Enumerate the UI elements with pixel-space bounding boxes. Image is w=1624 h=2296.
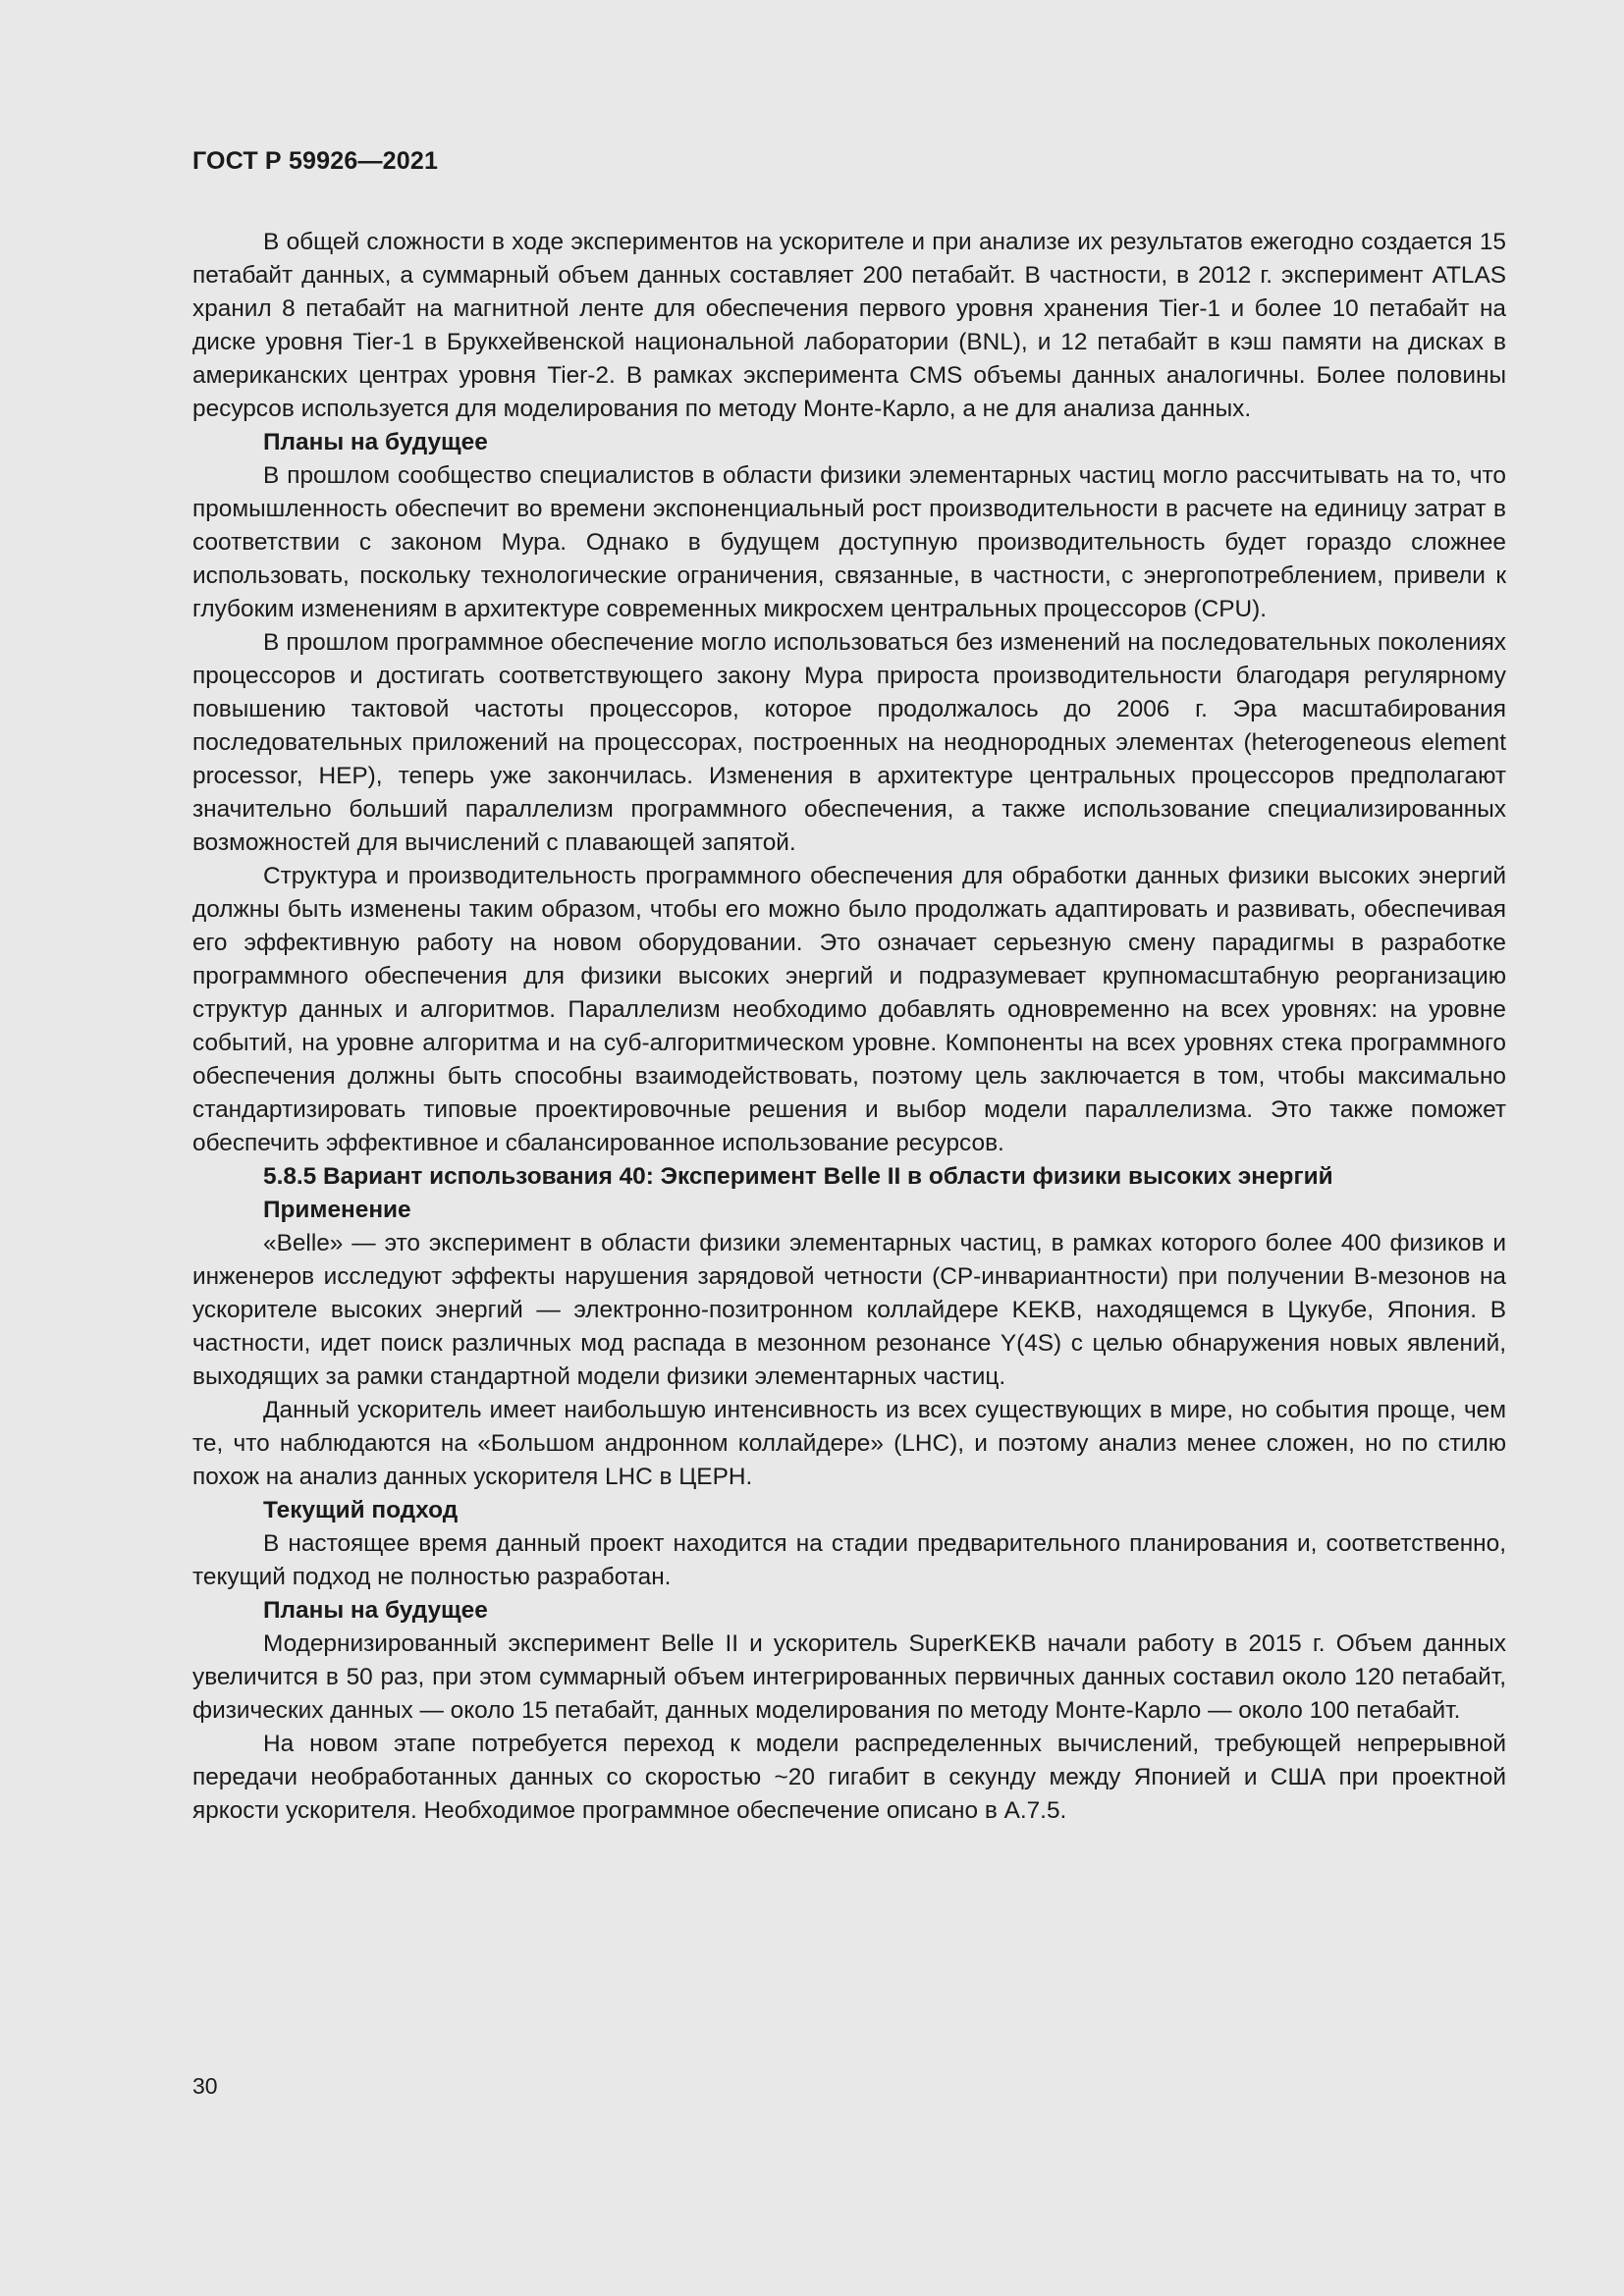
- paragraph: В прошлом программное обеспечение могло использоваться без изменений на последовательных поколениях процессоров и достигать соответствующего закону Мура прироста производительности благодаря регулярному повышению тактовой частоты процессоров, которое продолжалось до 2006 г. Эра масштабирования последовательных приложений на процессорах, построенных на неоднородных элементах (heterogeneous element processor, HEP), теперь уже закончилась. Изменения в архитектуре центральных процессоров предполагают значительно больший параллелизм программного обеспечения, а также использование специализированных возможностей для вычислений с плавающей запятой.: [192, 629, 1506, 856]
- subheading-application: Применение: [263, 1197, 411, 1223]
- subheading-future-plans: Планы на будущее: [263, 429, 488, 455]
- document-header: ГОСТ Р 59926—2021: [192, 147, 439, 175]
- document-body: [192, 226, 1506, 1828]
- paragraph: «Belle» — это эксперимент в области физики элементарных частиц, в рамках которого более 400 физиков и инженеров исследуют эффекты нарушения зарядовой четности (CP-инвариантности) при получении B-мезонов на ускорителе высоких энергий — электронно-позитронном коллайдере KEKB, находящемся в Цукубе, Япония. В частности, идет поиск различных мод распада в мезонном резонансе Y(4S) с целью обнаружения новых явлений, выходящих за рамки стандартной модели физики элементарных частиц.: [192, 1230, 1506, 1390]
- subheading-current-approach: Текущий подход: [263, 1497, 459, 1523]
- paragraph: В общей сложности в ходе экспериментов на ускорителе и при анализе их результатов ежегодно создается 15 петабайт данных, а суммарный объем данных составляет 200 петабайт. В частности, в 2012 г. эксперимент ATLAS хранил 8 петабайт на магнитной ленте для обеспечения первого уровня хранения Tier-1 и более 10 петабайт на диске уровня Tier-1 в Брукхейвенской национальной лаборатории (BNL), и 12 петабайт в кэш памяти на дисках в американских центрах уровня Tier-2. В рамках эксперимента CMS объемы данных аналогичны. Более половины ресурсов используется для моделирования по методу Монте-Карло, а не для анализа данных.: [192, 229, 1506, 422]
- subheading-future-plans: Планы на будущее: [263, 1597, 488, 1624]
- paragraph: На новом этапе потребуется переход к модели распределенных вычислений, требующей непрерывной передачи необработанных данных со скоростью ~20 гигабит в секунду между Японией и США при проектной яркости ускорителя. Необходимое программное обеспечение описано в А.7.5.: [192, 1731, 1506, 1824]
- paragraph: Данный ускоритель имеет наибольшую интенсивность из всех существующих в мире, но события проще, чем те, что наблюдаются на «Большом андронном коллайдере» (LHC), и поэтому анализ менее сложен, но по стилю похож на анализ данных ускорителя LHC в ЦЕРН.: [192, 1397, 1506, 1490]
- paragraph: В настоящее время данный проект находится на стадии предварительного планирования и, соответственно, текущий подход не полностью разработан.: [192, 1530, 1506, 1590]
- section-heading: 5.8.5 Вариант использования 40: Эксперимент Belle II в области физики высоких энергий: [263, 1163, 1333, 1190]
- paragraph: Структура и производительность программного обеспечения для обработки данных физики высоких энергий должны быть изменены таким образом, чтобы его можно было продолжать адаптировать и развивать, обеспечивая его эффективную работу на новом оборудовании. Это означает серьезную смену парадигмы в разработке программного обеспечения для физики высоких энергий и подразумевает крупномасштабную реорганизацию структур данных и алгоритмов. Параллелизм необходимо добавлять одновременно на всех уровнях: на уровне событий, на уровне алгоритма и на суб-алгоритмическом уровне. Компоненты на всех уровнях стека программного обеспечения должны быть способны взаимодействовать, поэтому цель заключается в том, чтобы максимально стандартизировать типовые проектировочные решения и выбор модели параллелизма. Это также поможет обеспечить эффективное и сбалансированное использование ресурсов.: [192, 863, 1506, 1156]
- paragraph: В прошлом сообщество специалистов в области физики элементарных частиц могло рассчитывать на то, что промышленность обеспечит во времени экспоненциальный рост производительности в расчете на единицу затрат в соответствии с законом Мура. Однако в будущем доступную производительность будет гораздо сложнее использовать, поскольку технологические ограничения, связанные, в частности, с энергопотреблением, привели к глубоким изменениям в архитектуре современных микросхем центральных процессоров (CPU).: [192, 462, 1506, 622]
- paragraph: Модернизированный эксперимент Belle II и ускоритель SuperKEKB начали работу в 2015 г. Объем данных увеличится в 50 раз, при этом суммарный объем интегрированных первичных данных составил около 120 петабайт, физических данных — около 15 петабайт, данных моделирования по методу Монте-Карло — около 100 петабайт.: [192, 1630, 1506, 1724]
- page-number: 30: [192, 2073, 218, 2099]
